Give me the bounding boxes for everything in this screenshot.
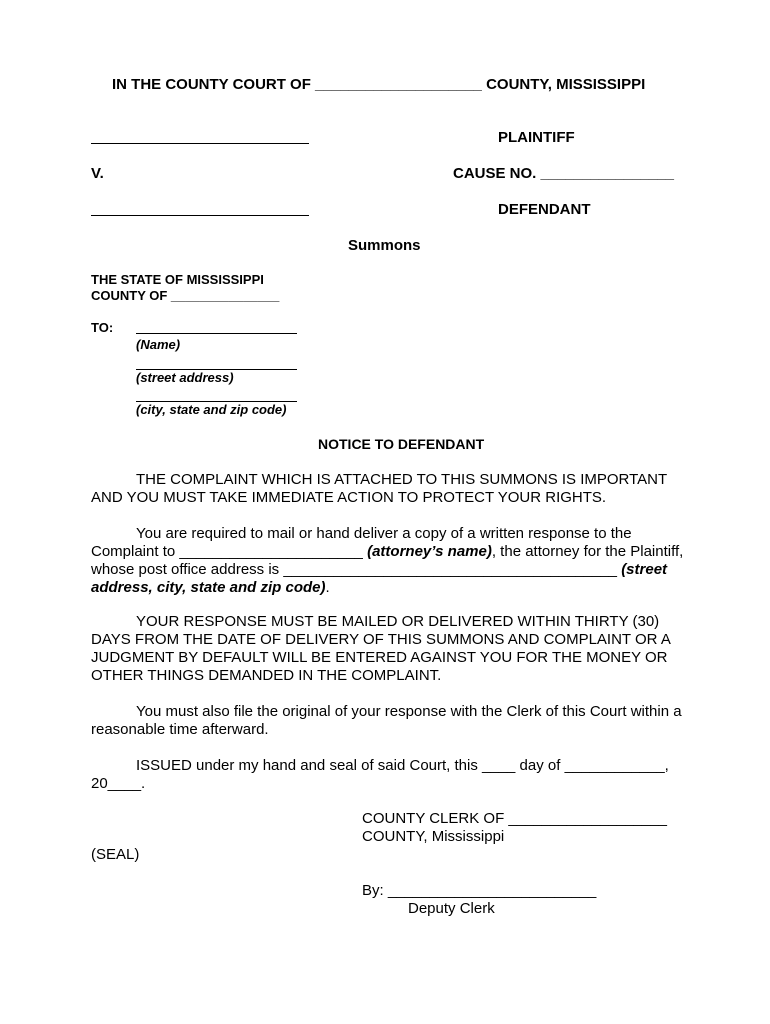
recipient-street-label: (street address)	[136, 370, 234, 385]
plaintiff-name-line[interactable]	[91, 143, 309, 144]
mail-text-end: .	[325, 579, 330, 596]
to-label: TO:	[91, 320, 114, 335]
issued-text: ISSUED under my hand and seal of said Court, this ____ day of ____________, 20____.	[91, 757, 669, 792]
signature-by-line[interactable]: By: _________________________	[362, 882, 597, 899]
cause-number: CAUSE NO. ________________	[453, 165, 674, 182]
court-heading: IN THE COUNTY COURT OF ____________________ COUNTY, MISSISSIPPI	[112, 76, 646, 93]
file-paragraph	[91, 703, 691, 739]
defendant-name-line[interactable]	[91, 215, 309, 216]
state-label: THE STATE OF MISSISSIPPI	[91, 272, 264, 287]
attorney-address-label: (street address, city, state and zip code)	[91, 561, 668, 596]
mail-paragraph	[91, 525, 691, 597]
notice-heading: NOTICE TO DEFENDANT	[318, 436, 485, 452]
clerk-line-1: COUNTY CLERK OF ___________________	[362, 810, 667, 827]
defendant-label: DEFENDANT	[498, 201, 591, 218]
important-paragraph	[91, 471, 691, 507]
plaintiff-label: PLAINTIFF	[498, 129, 575, 146]
seal-label: (SEAL)	[91, 846, 140, 863]
county-label: COUNTY OF _______________	[91, 288, 280, 303]
mail-text-2: , the attorney for the Plaintiff, whose post office address is ________________________________________	[91, 543, 684, 578]
file-text: You must also file the original of your response with the Clerk of this Court within a reasonable time afterward.	[91, 703, 682, 738]
attorney-name-label: (attorney’s name)	[367, 543, 492, 560]
important-text: THE COMPLAINT WHICH IS ATTACHED TO THIS SUMMONS IS IMPORTANT AND YOU MUST TAKE IMMEDIATE ACTION TO PROTECT YOUR RIGHTS.	[91, 471, 667, 506]
deadline-paragraph	[91, 613, 691, 685]
recipient-name-line[interactable]	[136, 333, 297, 334]
mail-text-1: You are required to mail or hand deliver a copy of a written response to the Complaint to ______________________	[91, 525, 632, 560]
deputy-clerk-label: Deputy Clerk	[408, 900, 495, 917]
versus-label: V.	[91, 165, 104, 182]
issued-paragraph	[91, 757, 681, 793]
clerk-line-2: COUNTY, Mississippi	[362, 828, 505, 845]
deadline-text: YOUR RESPONSE MUST BE MAILED OR DELIVERED WITHIN THIRTY (30) DAYS FROM THE DATE OF DELIVERY OF THIS SUMMONS AND COMPLAINT OR A JUDGMENT BY DEFAULT WILL BE ENTERED AGAINST YOU FOR THE MONEY OR OTHER THINGS DEMANDED IN THE COMPLAINT.	[91, 613, 670, 684]
recipient-name-label: (Name)	[136, 337, 181, 352]
page-title: Summons	[348, 237, 421, 254]
recipient-city-label: (city, state and zip code)	[136, 402, 287, 417]
